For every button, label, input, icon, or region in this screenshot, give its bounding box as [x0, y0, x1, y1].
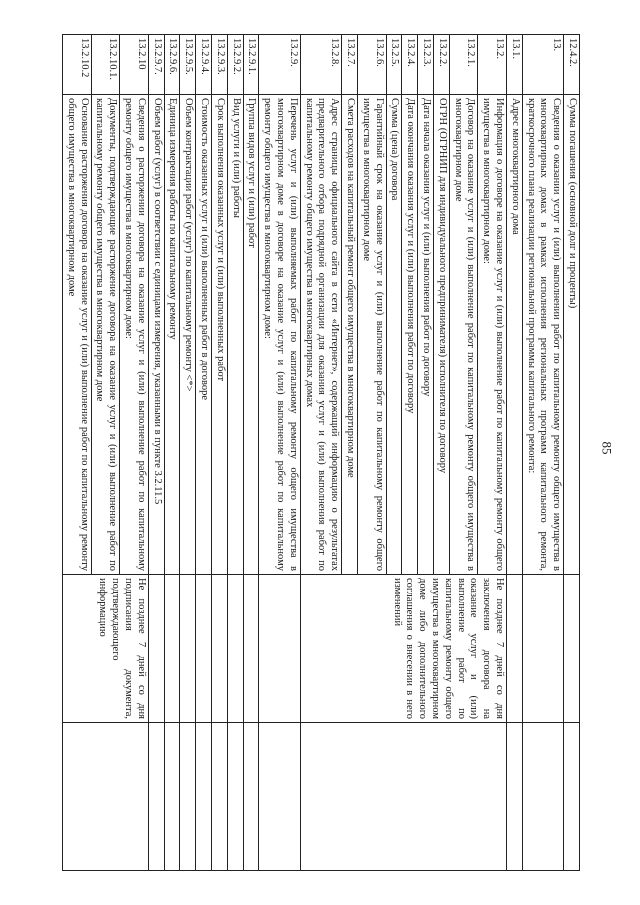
- table-row: [522, 35, 563, 871]
- row-number-cell: 13.2.1.: [449, 35, 478, 95]
- row-description-cell: Единица измерения работы по капитальному ремонту: [164, 95, 180, 575]
- row-info-cell: [196, 723, 212, 871]
- table-row: [180, 35, 196, 871]
- row-term-cell: [243, 575, 259, 723]
- row-description-cell: Гарантийный срок на оказание услуг и (или) выполнение работ по капитальному ремонту общего имущества в многоквартирном доме: [358, 95, 387, 575]
- row-info-cell: [259, 723, 300, 871]
- rotated-table-area: [65, 34, 640, 719]
- row-number-cell: 13.2.9.2.: [227, 35, 243, 95]
- row-description-cell: Сумма (цена) договора: [386, 95, 402, 575]
- row-description-cell: Договор на оказание услуг и (или) выполнение работ по капитальному ремонту общего имущества в многоквартирном доме: [449, 95, 478, 575]
- row-description-cell: Объем контрактации работ (услуг) по капитальному ремонту <*>: [180, 95, 196, 575]
- row-description-cell: Документы, подтверждающие расторжение договора на оказание услуг и (или) выполнение работ по капитальному ремонту общего имущества в многоквартирном доме: [91, 95, 120, 575]
- row-info-cell: [63, 723, 149, 871]
- row-number-cell: 13.2.7.: [342, 35, 358, 95]
- row-term-cell: [564, 575, 580, 723]
- page-number: 85: [599, 441, 615, 455]
- row-number-cell: 13.2.10.1.: [91, 35, 120, 95]
- row-description-cell: Смета расходов на капитальный ремонт общего имущества в многоквартирном доме: [342, 95, 358, 575]
- row-number-cell: 13.2.3.: [418, 35, 434, 95]
- row-description-cell: Адрес многоквартирного дома: [507, 95, 523, 575]
- row-number-cell: 13.2.9.5.: [180, 35, 196, 95]
- table-row: [148, 35, 164, 871]
- row-info-cell: [148, 723, 164, 871]
- table-row: [196, 35, 212, 871]
- row-info-cell: [243, 723, 259, 871]
- row-description-cell: Сведения о расторжении договора на оказание услуг и (или) выполнение работ по капитальному ремонту общего имущества в многоквартирном доме:: [120, 95, 149, 575]
- row-info-cell: [564, 723, 580, 871]
- row-description-cell: Дата начала оказания услуг и (или) выполнения работ по договору: [418, 95, 434, 575]
- table-row: [259, 35, 300, 871]
- table-row: [564, 35, 580, 871]
- row-info-cell: [300, 723, 506, 871]
- table-row: [243, 35, 259, 871]
- row-description-cell: Сумма погашения (основной долг и проценты): [564, 95, 580, 575]
- row-description-cell: Вид услуги и (или) работы: [227, 95, 243, 575]
- row-number-cell: 13.2.8.: [300, 35, 341, 95]
- row-number-cell: 13.2.9.3.: [212, 35, 228, 95]
- row-number-cell: 13.2.5.: [386, 35, 402, 95]
- row-number-cell: 13.2.9.1.: [243, 35, 259, 95]
- row-description-cell: Основание расторжения договора на оказание услуг и (или) выполнение работ по капитальному ремонту общего имущества в многоквартирном доме: [63, 95, 92, 575]
- row-description-cell: Адрес страницы официального сайта в сети «Интернет», содержащий информацию о результатах предварительного отбора подрядной организации для оказания услуг и (или) выполнения работ по капитальному ремонту общего имущества в многоквартирных домах: [300, 95, 341, 575]
- row-number-cell: 13.2.9.4.: [196, 35, 212, 95]
- table-row: [120, 35, 149, 871]
- row-term-cell: [148, 575, 164, 723]
- row-description-cell: Перечень услуг и (или) выполняемых работ по капитальному ремонту общего имущества в многоквартирном доме в договоре на оказание услуг и (или) выполнение работ по капитальному ремонту общего имущества в многоквартирном доме:: [259, 95, 300, 575]
- row-number-cell: 13.1.: [507, 35, 523, 95]
- row-term-cell: [227, 575, 243, 723]
- table-row: [227, 35, 243, 871]
- row-term-cell: [164, 575, 180, 723]
- row-number-cell: 13.: [522, 35, 563, 95]
- row-description-cell: Дата окончания оказания услуг и (или) выполнения работ по договору: [402, 95, 418, 575]
- row-number-cell: 12.4.2.: [564, 35, 580, 95]
- row-term-cell: [522, 575, 563, 723]
- row-description-cell: Группа видов услуг и (или) работ: [243, 95, 259, 575]
- row-term-cell: [212, 575, 228, 723]
- row-info-cell: [507, 723, 523, 871]
- row-info-cell: [227, 723, 243, 871]
- row-number-cell: 13.2.9.7.: [148, 35, 164, 95]
- landscape-page: [65, 34, 580, 870]
- row-info-cell: [522, 723, 563, 871]
- table-row: [478, 35, 507, 871]
- requirements-table: [62, 34, 580, 871]
- row-info-cell: [212, 723, 228, 871]
- row-description-cell: Сведения о оказании услуг и (или) выполнении работ по капитальному ремонту общего имущества в многоквартирных домах в рамках исполнения региональных программ капитального ремонта, краткосрочного плана реализации региональной программы капитального ремонта:: [522, 95, 563, 575]
- row-number-cell: 13.2.2.: [434, 35, 450, 95]
- row-term-cell: [196, 575, 212, 723]
- row-number-cell: 13.2.9.6.: [164, 35, 180, 95]
- row-description-cell: Стоимость оказанных услуг и (или) выполненных работ в договоре: [196, 95, 212, 575]
- row-term-cell: Не позднее 7 дней со дня заключения договора на оказание услуг и (или) выполнение работ по капитальному ремонту общего имущества в многоквартирном доме либо дополнительного соглашения о внесении в него изменений: [300, 575, 506, 723]
- table-body: [63, 35, 580, 871]
- row-description-cell: Объем работ (услуг) в соответствии с единицами измерения, указанными в пункте 3.2.11.5: [148, 95, 164, 575]
- row-term-cell: [507, 575, 523, 723]
- row-description-cell: Информация о договоре на оказание услуг и (или) выполнение работ по капитальному ремонту общего имущества в многоквартирном доме:: [478, 95, 507, 575]
- row-term-cell: Не позднее 7 дней со дня подписания документа, подтверждающего информацию: [63, 575, 149, 723]
- row-number-cell: 13.2.6.: [358, 35, 387, 95]
- row-number-cell: 13.2.10: [120, 35, 149, 95]
- row-description-cell: Срок выполнения оказанных услуг и (или) выполненных работ: [212, 95, 228, 575]
- row-description-cell: ОГРН (ОГРНИП для индивидуального предпринимателя) исполнителя по договору: [434, 95, 450, 575]
- row-number-cell: 13.2.4.: [402, 35, 418, 95]
- table-row: [212, 35, 228, 871]
- row-number-cell: 13.2.10.2: [63, 35, 92, 95]
- row-term-cell: [180, 575, 196, 723]
- row-info-cell: [164, 723, 180, 871]
- table-row: [507, 35, 523, 871]
- table-row: [164, 35, 180, 871]
- row-number-cell: 13.2.9.: [259, 35, 300, 95]
- row-info-cell: [180, 723, 196, 871]
- row-term-cell: [259, 575, 300, 723]
- row-number-cell: 13.2.: [478, 35, 507, 95]
